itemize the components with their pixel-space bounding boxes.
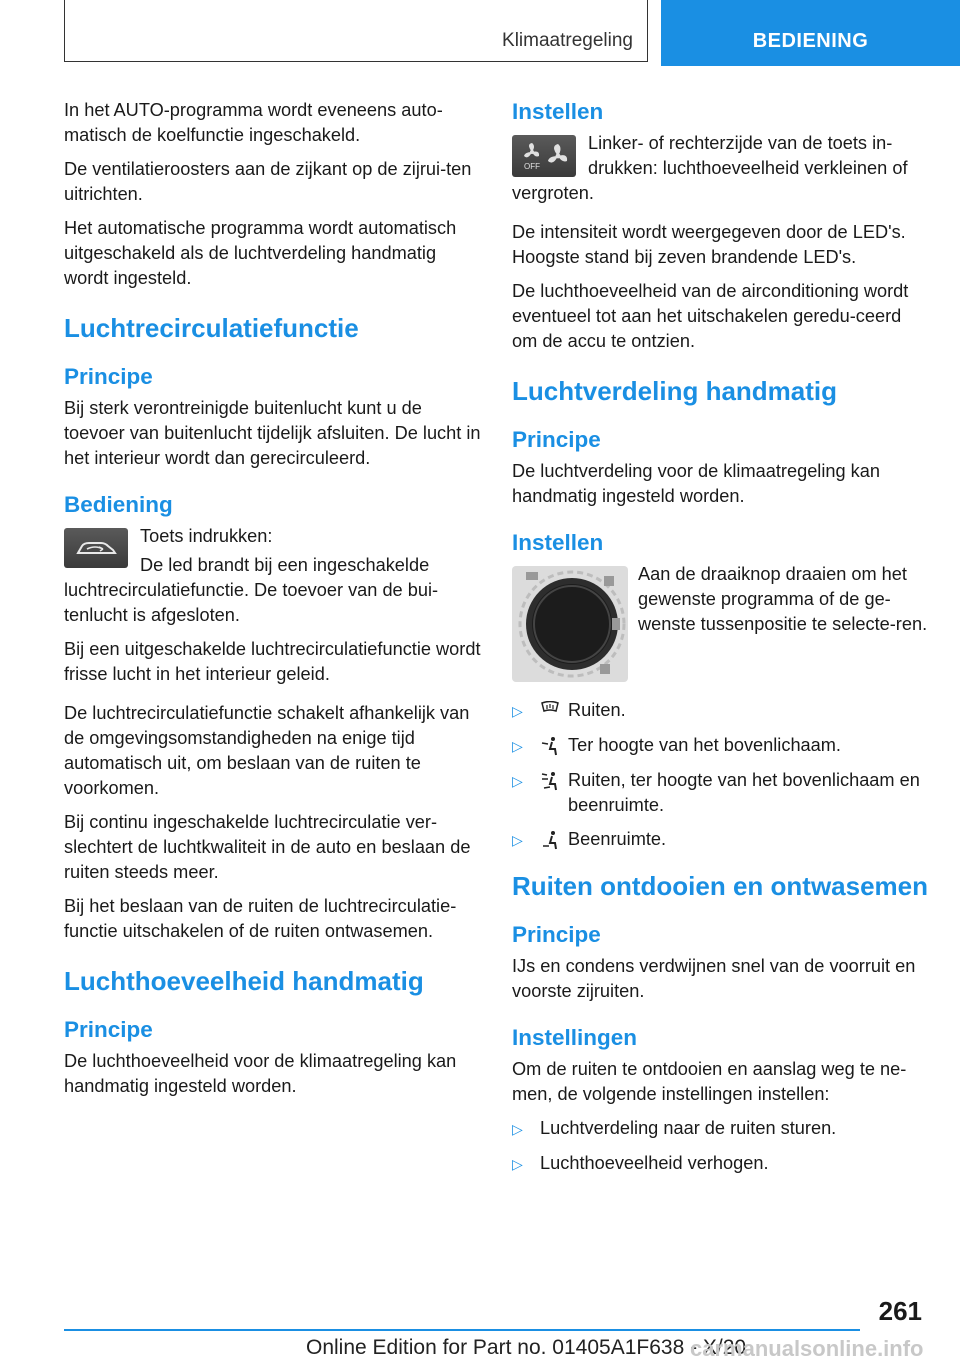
bullet-triangle-icon: ▷	[512, 773, 523, 789]
list-item	[512, 698, 928, 724]
windshield-body-feet-airflow-icon	[540, 768, 562, 818]
heading-instellingen: Instellingen	[512, 1025, 638, 1050]
fan-off-label: OFF	[524, 162, 540, 171]
paragraph: Bij sterk verontreinigde buitenlucht kunt u de toevoer van buitenlucht tijdelijk afsluiten. De lucht in het interieur wordt dan gerecirculeerd.	[64, 398, 481, 468]
list-item-text: Ter hoogte van het bovenlichaam.	[568, 735, 841, 755]
heading-air-quantity: Luchthoeveelheid handmatig	[64, 966, 424, 996]
bullet-triangle-icon: ▷	[512, 738, 523, 754]
list-item	[512, 733, 928, 759]
heading-principe: Principe	[64, 364, 153, 389]
paragraph: De ventilatieroosters aan de zijkant op de zijrui-ten uitrichten.	[64, 159, 472, 204]
heading-recirculation: Luchtrecirculatiefunctie	[64, 313, 359, 343]
paragraph: De luchthoeveelheid voor de klimaatregeling kan handmatig ingesteld worden.	[64, 1051, 457, 1096]
list-item-text: Luchtverdeling naar de ruiten sturen.	[540, 1118, 837, 1138]
heading-principe: Principe	[64, 1017, 153, 1042]
recirculation-button-icon	[64, 528, 128, 568]
paragraph: De luchtrecirculatiefunctie schakelt afhankelijk van de omgevingsomstandigheden na enige tijd automatisch uit, om beslaan van de ruiten te voorkomen.	[64, 703, 470, 798]
heading-principe: Principe	[512, 427, 601, 452]
bullet-triangle-icon: ▷	[512, 1156, 523, 1172]
paragraph: Aan de draaiknop draaien om het gewenste programma of de ge-wenste tussenpositie te selecte-ren.	[638, 564, 928, 634]
list-item-text: Luchthoeveelheid verhogen.	[540, 1153, 769, 1173]
heading-principe: Principe	[512, 922, 601, 947]
list-item	[512, 827, 928, 853]
paragraph: Bij het beslaan van de ruiten de luchtrecirculatie-functie uitschakelen of de ruiten ontwasemen.	[64, 896, 457, 941]
bullet-triangle-icon: ▷	[512, 832, 523, 848]
heading-defrost: Ruiten ontdooien en ontwasemen	[512, 871, 929, 901]
heading-bediening: Bediening	[64, 492, 173, 517]
list-item-text: Ruiten, ter hoogte van het bovenlichaam en beenruimte.	[568, 770, 920, 815]
fan-button-icon	[512, 135, 576, 177]
heading-instellen: Instellen	[512, 530, 604, 555]
footer-divider	[64, 1329, 860, 1331]
section-title: Klimaatregeling	[502, 30, 633, 51]
list-item	[512, 1151, 928, 1177]
paragraph: IJs en condens verdwijnen snel van de voorruit en voorste zijruiten.	[512, 956, 916, 1001]
list-item	[512, 1116, 928, 1142]
edition-note: Online Edition for Part no. 01405A1F638 - X/20	[306, 1336, 747, 1359]
footwell-airflow-icon	[540, 827, 562, 853]
upper-body-airflow-icon	[540, 733, 562, 759]
knob-instruction	[512, 562, 928, 688]
paragraph: De luchthoeveelheid van de airconditioning wordt eventueel tot aan het uitschakelen geredu-ceerd om de accu te ontzien.	[512, 281, 909, 351]
paragraph: De led brandt bij een ingeschakelde luchtrecirculatiefunctie. De toevoer van de bui-tenlucht is afgesloten.	[64, 555, 439, 625]
heading-air-distribution: Luchtverdeling handmatig	[512, 376, 838, 406]
list-item	[512, 768, 928, 818]
paragraph: De luchtverdeling voor de klimaatregeling kan handmatig ingesteld worden.	[512, 461, 880, 506]
watermark: carmanualsonline.info	[690, 1336, 924, 1361]
list-item-text: Beenruimte.	[568, 829, 667, 849]
paragraph: Om de ruiten te ontdooien en aanslag weg te ne-men, de volgende instellingen instellen:	[512, 1059, 907, 1104]
paragraph: Linker- of rechterzijde van de toets in-drukken: luchthoeveelheid verkleinen of vergroten.	[512, 133, 908, 203]
chapter-tab-label: BEDIENING	[752, 30, 869, 52]
chapter-tab[interactable]	[661, 0, 960, 66]
bullet-triangle-icon: ▷	[512, 1121, 523, 1137]
paragraph: Toets indrukken:	[140, 526, 273, 546]
paragraph: Bij continu ingeschakelde luchtrecirculatie ver-slechtert de luchtkwaliteit in de auto en beslaan de ruiten steeds meer.	[64, 812, 471, 882]
windshield-icon	[540, 698, 562, 724]
recirc-instruction	[64, 524, 482, 628]
left-column	[64, 98, 482, 1108]
paragraph: In het AUTO-programma wordt eveneens auto-matisch de koelfunctie ingeschakeld.	[64, 100, 443, 145]
rotary-knob-image	[512, 566, 628, 682]
paragraph: De intensiteit wordt weergegeven door de LED's. Hoogste stand bij zeven brandende LED's.	[512, 222, 906, 267]
fan-instruction	[512, 131, 928, 206]
heading-instellen: Instellen	[512, 99, 604, 124]
paragraph: Het automatische programma wordt automatisch uitgeschakeld als de luchtverdeling handmatig wordt ingesteld.	[64, 218, 457, 288]
paragraph: Bij een uitgeschakelde luchtrecirculatiefunctie wordt frisse lucht in het interieur geleid.	[64, 639, 481, 684]
header-box	[64, 0, 648, 62]
right-column	[512, 98, 928, 1186]
bullet-triangle-icon: ▷	[512, 703, 523, 719]
page-number: 261	[878, 1296, 922, 1326]
list-item-text: Ruiten.	[568, 700, 626, 720]
